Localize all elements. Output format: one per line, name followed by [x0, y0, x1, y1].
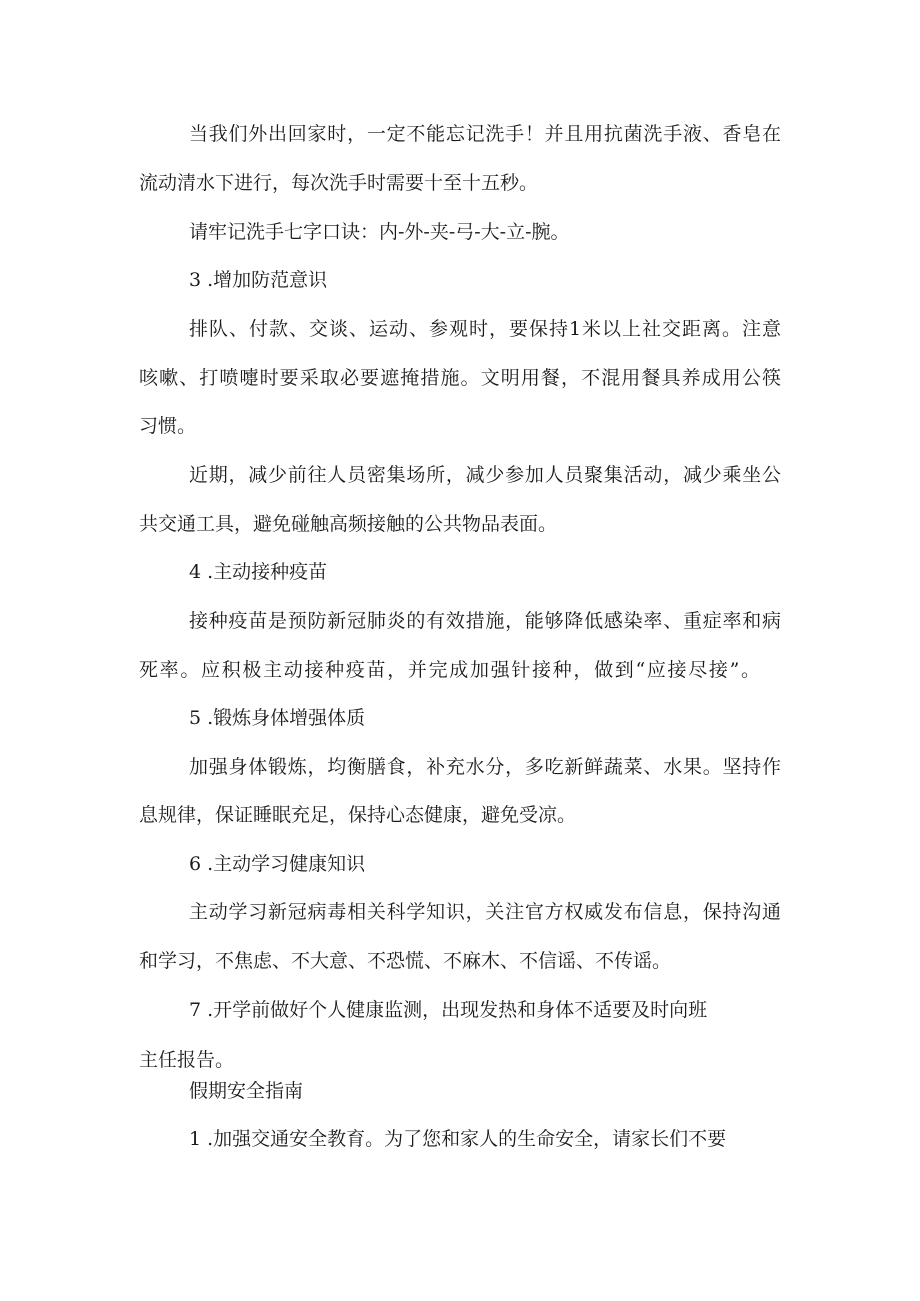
paragraph-line: 排队、付款、交谈、运动、参观时，要保持1米以上社交距离。注意 — [189, 318, 781, 340]
section-heading: 6 .主动学习健康知识 — [189, 853, 366, 875]
paragraph-line: 咳嗽、打喷嚏时要采取必要遮掩措施。文明用餐，不混用餐具养成用公筷 — [139, 367, 781, 389]
paragraph-line: 主动学习新冠病毒相关科学知识，关注官方权威发布信息，保持沟通 — [189, 901, 781, 923]
section-heading: 5 .锻炼身体增强体质 — [189, 707, 366, 729]
paragraph-line: 加强身体锻炼，均衡膳食，补充水分，多吃新鲜蔬菜、水果。坚持作 — [189, 756, 781, 778]
paragraph-line: 当我们外出回家时，一定不能忘记洗手！并且用抗菌洗手液、香皂在 — [189, 123, 781, 145]
paragraph-line: 主任报告。 — [139, 1049, 235, 1071]
section-heading: 7 .开学前做好个人健康监测，出现发热和身体不适要及时向班 — [189, 999, 708, 1021]
paragraph-line: 死率。应积极主动接种疫苗，并完成加强针接种，做到“应接尽接”。 — [139, 659, 760, 681]
paragraph-line: 近期，减少前往人员密集场所，减少参加人员聚集活动，减少乘坐公 — [189, 464, 781, 486]
paragraph-line: 习惯。 — [139, 415, 197, 437]
section-heading: 4 .主动接种疫苗 — [189, 561, 328, 583]
paragraph-line: 1 .加强交通安全教育。为了您和家人的生命安全，请家长们不要 — [189, 1128, 727, 1150]
paragraph-line: 请牢记洗手七字口诀：内-外-夹-弓-大-立-腕。 — [189, 221, 570, 243]
paragraph-line: 接种疫苗是预防新冠肺炎的有效措施，能够降低感染率、重症率和病 — [189, 610, 781, 632]
paragraph-line: 息规律，保证睡眠充足，保持心态健康，避免受凉。 — [139, 804, 577, 826]
paragraph-line: 流动清水下进行，每次洗手时需要十至十五秒。 — [139, 172, 539, 194]
paragraph-line: 共交通工具，避免碰触高频接触的公共物品表面。 — [139, 513, 558, 535]
paragraph-line: 和学习，不焦虑、不大意、不恐慌、不麻木、不信谣、不传谣。 — [139, 950, 672, 972]
section-title: 假期安全指南 — [189, 1080, 304, 1102]
section-heading: 3 .增加防范意识 — [189, 269, 328, 291]
